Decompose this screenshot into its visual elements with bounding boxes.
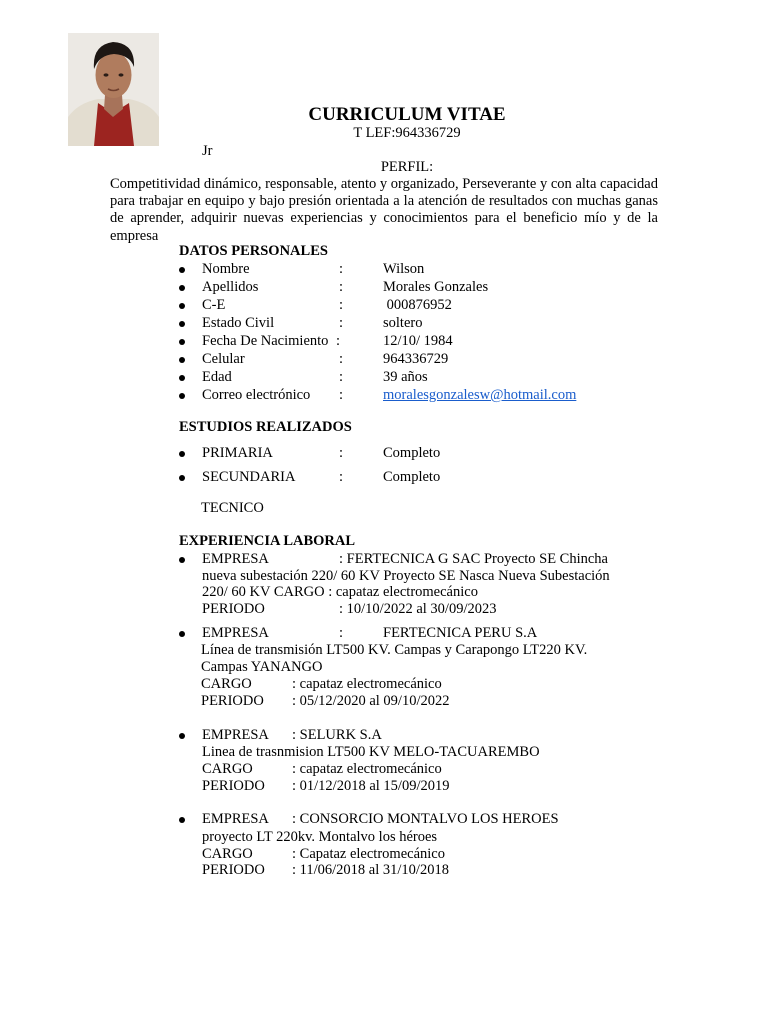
period-label: PERIODO	[202, 862, 265, 878]
project-line: Linea de trasnmision LT500 KV MELO-TACUAREMBO	[202, 744, 540, 760]
period-label: PERIODO	[201, 693, 264, 709]
personal-label: Celular	[202, 351, 245, 367]
perfil-text: Competitividad dinámico, responsable, atento y organizado, Perseverante y con alta capacidad para trabajar en equipo y bajo presión orientada a la atención de resultados con muchas ganas de aprender, adquirir nuevas experiencias y conocimientos para el beneficio mío y de la empresa	[110, 176, 658, 244]
personal-separator: :	[339, 315, 344, 331]
bullet-icon	[179, 733, 185, 739]
company-label: EMPRESA	[202, 811, 269, 827]
personal-label: C-E	[202, 297, 226, 313]
bullet-icon	[179, 357, 185, 363]
bullet-icon	[179, 557, 185, 563]
company-name: FERTECNICA PERU S.A	[383, 625, 538, 641]
cargo-value: : capataz electromecánico	[292, 761, 442, 777]
personal-label: Fecha De Nacimiento	[202, 333, 329, 349]
personal-value: 39 años	[383, 369, 428, 385]
period-value: : 01/12/2018 al 15/09/2019	[292, 778, 450, 794]
project-line: 220/ 60 KV CARGO : capataz electromecánico	[202, 584, 478, 600]
personal-separator: :	[336, 333, 341, 349]
period-value: : 10/10/2022 al 30/09/2023	[339, 601, 497, 617]
personal-value: Wilson	[383, 261, 425, 277]
period-value: : 11/06/2018 al 31/10/2018	[292, 862, 449, 878]
bullet-icon	[179, 475, 185, 481]
document-title: CURRICULUM VITAE	[308, 104, 506, 125]
personal-label: Correo electrónico	[202, 387, 311, 403]
studies-value: Completo	[383, 469, 441, 485]
project-line: proyecto LT 220kv. Montalvo los héroes	[202, 829, 438, 845]
period-value: : 05/12/2020 al 09/10/2022	[292, 693, 450, 709]
personal-separator: :	[339, 351, 344, 367]
bullet-icon	[179, 393, 185, 399]
studies-separator: :	[339, 469, 344, 485]
cargo-label: CARGO	[202, 761, 253, 777]
company-name: : CONSORCIO MONTALVO LOS HEROES	[292, 811, 559, 827]
personal-separator: :	[339, 279, 344, 295]
studies-label: PRIMARIA	[202, 445, 273, 461]
bullet-icon	[179, 285, 185, 291]
company-separator: :	[339, 625, 344, 641]
company-name: : SELURK S.A	[292, 727, 382, 743]
personal-value: 000876952	[383, 297, 452, 313]
project-line: Campas YANANGO	[201, 659, 323, 675]
studies-value: Completo	[383, 445, 441, 461]
email-link[interactable]: moralesgonzalesw@hotmail.com	[383, 387, 577, 403]
cargo-value: : Capataz electromecánico	[292, 846, 445, 862]
studies-heading: ESTUDIOS REALIZADOS	[179, 419, 352, 435]
personal-value: 964336729	[383, 351, 449, 367]
personal-data-heading: DATOS PERSONALES	[179, 243, 328, 259]
personal-label: Nombre	[202, 261, 250, 277]
address-line: Jr	[202, 143, 213, 159]
bullet-icon	[179, 375, 185, 381]
phone-line: T LEF:964336729	[353, 125, 461, 141]
personal-label: Estado Civil	[202, 315, 275, 331]
company-name: : FERTECNICA G SAC Proyecto SE Chincha	[339, 551, 608, 567]
studies-label: SECUNDARIA	[202, 469, 296, 485]
cargo-label: CARGO	[201, 676, 252, 692]
personal-separator: :	[339, 387, 344, 403]
project-line: nueva subestación 220/ 60 KV Proyecto SE Nasca Nueva Subestación	[202, 568, 610, 584]
personal-value: 12/10/ 1984	[383, 333, 453, 349]
bullet-icon	[179, 267, 185, 273]
cargo-value: : capataz electromecánico	[292, 676, 442, 692]
perfil-heading: PERFIL:	[380, 159, 434, 175]
personal-separator: :	[339, 261, 344, 277]
bullet-icon	[179, 451, 185, 457]
personal-label: Edad	[202, 369, 232, 385]
company-label: EMPRESA	[202, 551, 269, 567]
bullet-icon	[179, 631, 185, 637]
studies-separator: :	[339, 445, 344, 461]
period-label: PERIODO	[202, 778, 265, 794]
experience-heading: EXPERIENCIA LABORAL	[179, 533, 356, 549]
personal-separator: :	[339, 369, 344, 385]
company-label: EMPRESA	[202, 727, 269, 743]
personal-label: Apellidos	[202, 279, 259, 295]
period-label: PERIODO	[202, 601, 265, 617]
personal-value: soltero	[383, 315, 423, 331]
bullet-icon	[179, 321, 185, 327]
personal-value: Morales Gonzales	[383, 279, 489, 295]
company-label: EMPRESA	[202, 625, 269, 641]
bullet-icon	[179, 817, 185, 823]
personal-separator: :	[339, 297, 344, 313]
tecnico-label: TECNICO	[201, 500, 264, 516]
cargo-label: CARGO	[202, 846, 253, 862]
bullet-icon	[179, 339, 185, 345]
project-line: Línea de transmisión LT500 KV. Campas y Carapongo LT220 KV.	[201, 642, 588, 658]
bullet-icon	[179, 303, 185, 309]
